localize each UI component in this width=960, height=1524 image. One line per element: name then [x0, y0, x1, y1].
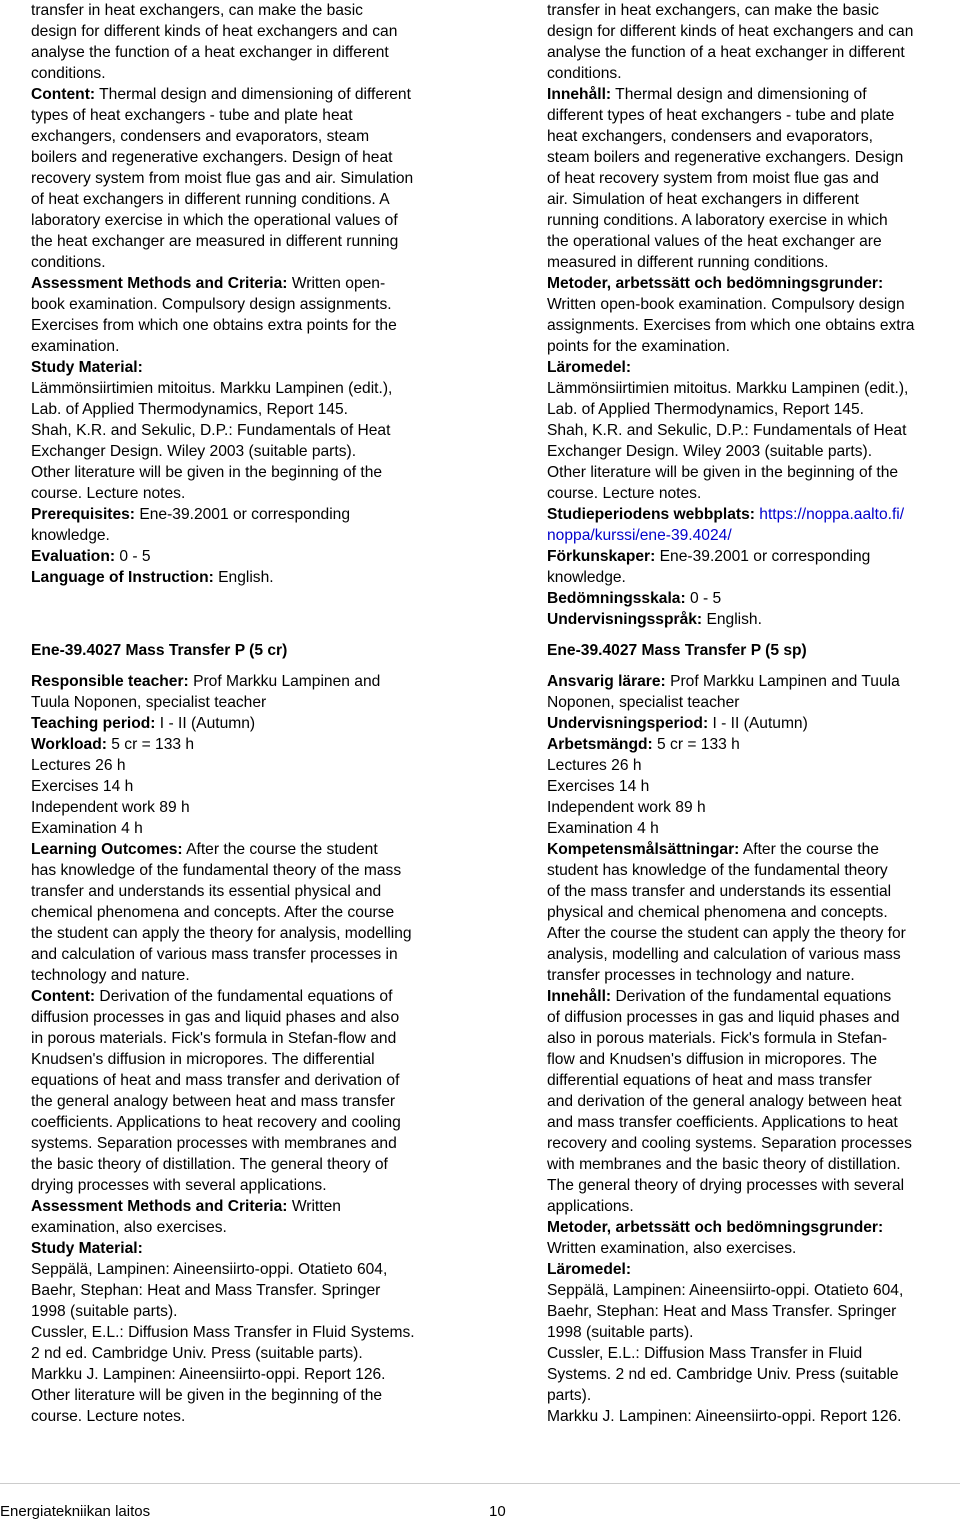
- study-material-label: Study Material:: [31, 359, 143, 376]
- responsible-teacher-text: Prof Markku Lampinen and Tuula Noponen, specialist teacher: [547, 673, 900, 711]
- course-title: Ene-39.4027 Mass Transfer P (5 sp): [547, 642, 807, 659]
- footer-page-number: 10: [489, 1503, 506, 1520]
- evaluation-label: Bedömningsskala:: [547, 590, 686, 607]
- content-text: Thermal design and dimensioning of different types of heat exchangers - tube and plate heat exchangers, condensers and evaporators, steam boilers and regenerative exchangers. Design of heat recovery system from moist flue gas and air. Simulation of heat exchangers in different running conditions. A laboratory exercise in which the operational values of the heat exchanger are measured in different running conditions.: [547, 86, 904, 271]
- content2-section: [31, 986, 451, 1196]
- language-section: [547, 609, 959, 630]
- learning-outcomes-label: Learning Outcomes:: [31, 841, 183, 858]
- evaluation-text: 0 - 5: [685, 590, 722, 607]
- assessment2-text: Written examination, also exercises.: [547, 1240, 797, 1257]
- intro-text: transfer in heat exchangers, can make the basic design for different kinds of heat exchangers and can analyse the function of a heat exchanger in different conditions.: [31, 2, 398, 82]
- content2-section: [547, 986, 959, 1217]
- content2-label: Innehåll:: [547, 988, 612, 1005]
- responsible-teacher-section: [547, 671, 959, 713]
- prerequisites-section: [31, 504, 451, 546]
- content-text: Thermal design and dimensioning of different types of heat exchangers - tube and plate heat exchangers, condensers and evaporators, steam boilers and regenerative exchangers. Design of heat recovery system from moist flue gas and air. Simulation of heat exchangers in different running conditions. A laboratory exercise in which the operational values of the heat exchanger are measured in different running conditions.: [31, 86, 414, 271]
- study-material-label: Läromedel:: [547, 359, 632, 376]
- workload-text: 5 cr = 133 h Lectures 26 h Exercises 14 h Independent work 89 h Examination 4 h: [31, 736, 195, 837]
- assessment-text: Written open- book examination. Compulsory design assignments. Exercises from which one obtains extra points for the examination.: [31, 275, 397, 355]
- learning-outcomes-text: After the course the student has knowledge of the fundamental theory of the mass transfer and understands its essential physical and chemical phenomena and concepts. After the course the student can apply the theory for analysis, modelling and calculation of various mass transfer processes in technology and nature.: [31, 841, 412, 984]
- footer-department: Energiatekniikan laitos: [0, 1503, 151, 1520]
- assessment2-text: Written examination, also exercises.: [31, 1198, 341, 1236]
- workload-label: Arbetsmängd:: [547, 736, 653, 753]
- teaching-period-label: Undervisningsperiod:: [547, 715, 709, 732]
- webpage-label: Studieperiodens webbplats:: [547, 506, 755, 523]
- prerequisites-label: Förkunskaper:: [547, 548, 656, 565]
- study-material-text: Lämmönsiirtimien mitoitus. Markku Lampinen (edit.), Lab. of Applied Thermodynamics, Report 145. Shah, K.R. and Sekulic, D.P.: Fundamentals of Heat Exchanger Design. Wiley 2003 (suitable parts). Other literature will be given in the beginning of the course. Lecture notes.: [547, 380, 909, 502]
- language-section: [31, 567, 451, 588]
- learning-outcomes-section: [31, 839, 451, 986]
- evaluation-section: [31, 546, 451, 567]
- webpage-link[interactable]: https://noppa.aalto.fi/ noppa/kurssi/ene-39.4024/: [547, 506, 905, 544]
- prerequisites-text: Ene-39.2001 or corresponding knowledge.: [31, 506, 351, 544]
- prerequisites-text: Ene-39.2001 or corresponding knowledge.: [547, 548, 871, 586]
- teaching-period-section: [547, 713, 959, 734]
- language-label: Language of Instruction:: [31, 569, 214, 586]
- teaching-period-section: [31, 713, 451, 734]
- learning-outcomes-label: Kompetensmålsättningar:: [547, 841, 740, 858]
- assessment-label: Assessment Methods and Criteria:: [31, 275, 288, 292]
- content-label: Content:: [31, 86, 96, 103]
- content2-text: Derivation of the fundamental equations of diffusion processes in gas and liquid phases and also in porous materials. Fick's formula in Stefan- flow and Knudsen's diffusion in micropores. The differential equations of heat and mass transfer and derivation of the general analogy between heat and mass transfer coefficients. Applications to heat recovery and cooling systems. Separation processes with membranes and the basic theory of distillation. The general theory of drying processes with several applications.: [547, 988, 912, 1215]
- teaching-period-label: Teaching period:: [31, 715, 156, 732]
- right-column-swedish: [547, 0, 959, 1427]
- evaluation-section: [547, 588, 959, 609]
- assessment2-section: [31, 1196, 451, 1238]
- content-label: Innehåll:: [547, 86, 612, 103]
- language-text: English.: [213, 569, 274, 586]
- workload-text: 5 cr = 133 h Lectures 26 h Exercises 14 h Independent work 89 h Examination 4 h: [547, 736, 740, 837]
- responsible-teacher-text: Prof Markku Lampinen and Tuula Noponen, specialist teacher: [31, 673, 381, 711]
- assessment-label: Metoder, arbetssätt och bedömningsgrunder:: [547, 275, 884, 292]
- content2-text: Derivation of the fundamental equations of diffusion processes in gas and liquid phases and also in porous materials. Fick's formula in Stefan-flow and Knudsen's diffusion in micropores. The differential equations of heat and mass transfer and derivation of the general analogy between heat and mass transfer coefficients. Applications to heat recovery and cooling systems. Separation processes with membranes and the basic theory of distillation. The general theory of drying processes with several applications.: [31, 988, 401, 1194]
- study-material2-label: Läromedel:: [547, 1261, 632, 1278]
- language-label: Undervisningsspråk:: [547, 611, 703, 628]
- study-material2-text: Seppälä, Lampinen: Aineensiirto-oppi. Otatieto 604, Baehr, Stephan: Heat and Mass Transfer. Springer 1998 (suitable parts). Cussler, E.L.: Diffusion Mass Transfer in Fluid Systems. 2 nd ed. Cambridge Univ. Press (suitable parts). Markku J. Lampinen: Aineensiirto-oppi. Report 126. Other literature will be given in the beginning of the course. Lecture notes.: [31, 1261, 415, 1425]
- workload-label: Workload:: [31, 736, 107, 753]
- language-text: English.: [702, 611, 762, 628]
- content-section: [547, 84, 959, 273]
- study-material2-text: Seppälä, Lampinen: Aineensiirto-oppi. Otatieto 604, Baehr, Stephan: Heat and Mass Transfer. Springer 1998 (suitable parts). Cussler, E.L.: Diffusion Mass Transfer in Fluid Systems. 2 nd ed. Cambridge Univ. Press (suitable parts). Markku J. Lampinen: Aineensiirto-oppi. Report 126.: [547, 1282, 904, 1425]
- assessment2-label: Assessment Methods and Criteria:: [31, 1198, 288, 1215]
- responsible-teacher-section: [31, 671, 451, 713]
- learning-outcomes-section: [547, 839, 959, 986]
- course-title: Ene-39.4027 Mass Transfer P (5 cr): [31, 642, 288, 659]
- footer-divider: [0, 1483, 960, 1484]
- content2-label: Content:: [31, 988, 96, 1005]
- prerequisites-section: [547, 546, 959, 588]
- evaluation-label: Evaluation:: [31, 548, 116, 565]
- content-section: [31, 84, 451, 273]
- assessment2-label: Metoder, arbetssätt och bedömningsgrunder:: [547, 1219, 884, 1236]
- study-material2-label: Study Material:: [31, 1240, 143, 1257]
- intro-text: transfer in heat exchangers, can make the basic design for different kinds of heat exchangers and can analyse the function of a heat exchanger in different conditions.: [547, 2, 914, 82]
- workload-section: [31, 734, 451, 839]
- prerequisites-label: Prerequisites:: [31, 506, 136, 523]
- workload-section: [547, 734, 959, 839]
- learning-outcomes-text: After the course the student has knowledge of the fundamental theory of the mass transfer and understands its essential physical and chemical phenomena and concepts. After the course the student can apply the theory for analysis, modelling and calculation of various mass transfer processes in technology and nature.: [547, 841, 906, 984]
- assessment-section: [31, 273, 451, 357]
- teaching-period-text: I - II (Autumn): [708, 715, 808, 732]
- teaching-period-text: I - II (Autumn): [155, 715, 256, 732]
- webpage-section: [547, 504, 959, 546]
- evaluation-text: 0 - 5: [115, 548, 151, 565]
- study-material-text: Lämmönsiirtimien mitoitus. Markku Lampinen (edit.), Lab. of Applied Thermodynamics, Report 145. Shah, K.R. and Sekulic, D.P.: Fundamentals of Heat Exchanger Design. Wiley 2003 (suitable parts). Other literature will be given in the beginning of the course. Lecture notes.: [31, 380, 393, 502]
- responsible-teacher-label: Responsible teacher:: [31, 673, 189, 690]
- responsible-teacher-label: Ansvarig lärare:: [547, 673, 666, 690]
- left-column-english: [31, 0, 451, 1427]
- assessment-text: Written open-book examination. Compulsory design assignments. Exercises from which one obtains extra points for the examination.: [547, 296, 915, 355]
